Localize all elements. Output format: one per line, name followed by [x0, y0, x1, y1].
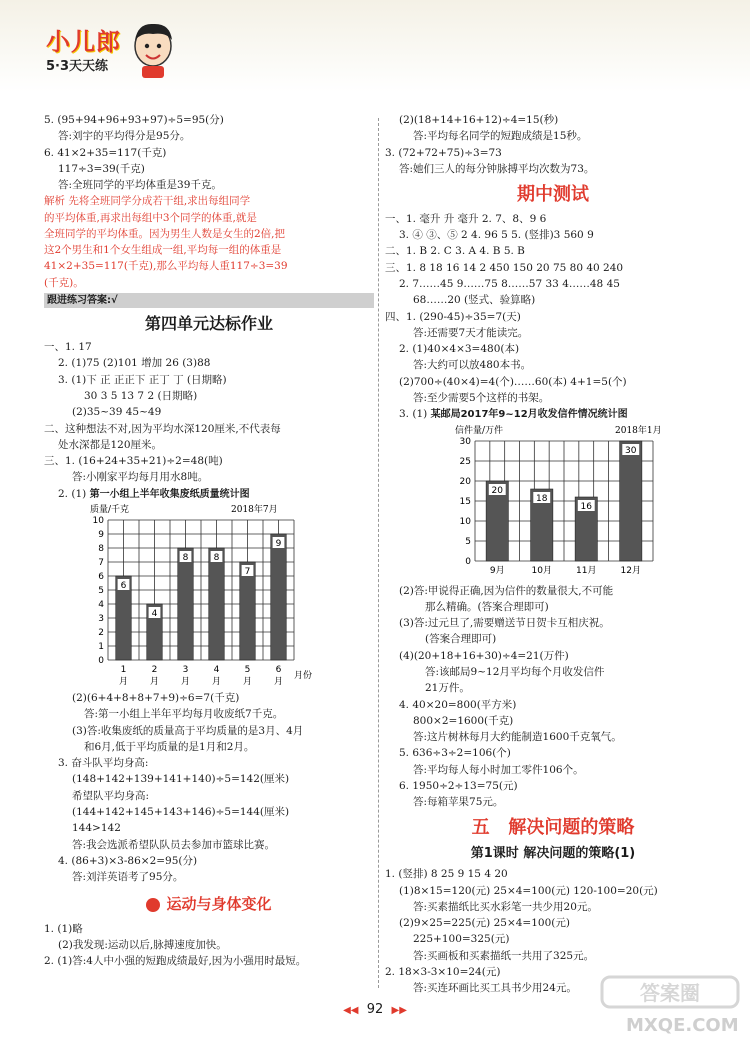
mascot-icon: [128, 18, 178, 80]
left-chart-ytick-label: 10: [92, 516, 104, 527]
left-chart-ytick-label: 3: [98, 614, 104, 625]
answer-line: (2)35~39 45~49: [72, 406, 162, 419]
analysis-line: 解析 先将全班同学分成若干组,求出每组同学: [44, 195, 251, 208]
right-chart-ylabel: 信件量/万件: [455, 425, 504, 436]
answer-line: (答案合理即可): [425, 633, 497, 646]
left-chart-xtick-unit: 月: [118, 677, 129, 688]
left-chart-xtick-unit: 月: [149, 677, 160, 688]
answer-line: 那么精确。(答案合理即可): [425, 600, 549, 613]
answer-line: 一、1. 毫升 升 毫升 2. 7、8、9 6: [385, 212, 547, 225]
right-bar-chart: [445, 423, 695, 583]
answer-line: (2)(18+14+16+12)÷4=15(秒): [399, 114, 559, 126]
answer-line: 21万件。: [425, 682, 470, 695]
answer-line: 3. ④ ③、⑤ 2 4. 96 5 5. (竖排)3 560 9: [399, 229, 594, 242]
logo-sub-text: 5·3天天练: [46, 59, 109, 75]
answer-line: (1)8×15=120(元) 25×4=100(元) 120-100=20(元): [399, 884, 658, 897]
left-chart-xtick-label: 5: [244, 665, 251, 676]
answer-line: 2. (1)75 (2)101 增加 26 (3)88: [58, 357, 211, 370]
answer-line: (148+142+139+141+140)÷5=142(厘米): [72, 773, 290, 786]
answer-line: 答:买连环画比买工具书少用24元。: [413, 982, 577, 995]
answer-label: 2. (1): [58, 487, 87, 500]
right-chart-xtick-label: 12月: [620, 565, 641, 576]
left-chart-xtick-label: 6: [275, 665, 282, 676]
answer-line: 希望队平均身高:: [72, 789, 150, 802]
page-number-text: 92: [366, 1002, 384, 1017]
left-chart-date: 2018年7月: [231, 505, 278, 516]
right-chart-title: 某邮局2017年9~12月收发信件情况统计图: [430, 409, 628, 421]
analysis-line: 全班同学的平均体重。因为男生人数是女生的2倍,把: [44, 227, 286, 240]
answer-line: (4)(20+18+16+30)÷4=21(万件): [399, 649, 569, 662]
left-chart-ytick-label: 5: [98, 586, 104, 597]
midterm-title: 期中测试: [517, 184, 589, 206]
left-arrows-icon: ◀◀: [343, 1005, 359, 1016]
bullet-dot-icon: [146, 898, 160, 912]
answer-line: (3)答:收集废纸的质量高于平均质量的是3月、4月: [72, 724, 304, 737]
left-chart-bar-value-label: 7: [244, 567, 251, 578]
left-chart-xtick-label: 1: [120, 665, 127, 676]
right-arrows-icon: ▶▶: [391, 1005, 407, 1016]
answer-line: 答:这片树林每月大约能制造1600千克氧气。: [413, 731, 622, 744]
answer-line: 答:还需要7天才能读完。: [413, 326, 529, 339]
answer-line: (144+142+145+143+146)÷5=144(厘米): [72, 805, 290, 818]
right-column: [385, 112, 721, 997]
left-chart-ytick-label: 2: [98, 628, 104, 639]
answer-line: (2)答:甲说得正确,因为信件的数量很大,不可能: [399, 584, 614, 597]
unit5-number: 五: [471, 817, 490, 839]
answer-line: 答:全班同学的平均体重是39千克。: [58, 179, 222, 192]
answer-line: 答:该邮局9~12月平均每个月收发信件: [425, 665, 605, 678]
right-chart-xtick-label: 10月: [531, 565, 552, 576]
answer-line: 6. 1950÷2÷13=75(元): [399, 779, 518, 792]
answer-line: 3. (1)下 正 正正下 正丁 丁 (日期略): [58, 373, 227, 386]
sport-title: 运动与身体变化: [166, 895, 272, 914]
answer-line: 答:至少需要5个这样的书架。: [413, 391, 550, 404]
answer-line: 二、1. B 2. C 3. A 4. B 5. B: [385, 245, 525, 258]
right-chart-ytick-label: 15: [459, 496, 471, 507]
answer-line: 5. 636÷3÷2=106(个): [399, 747, 511, 760]
left-chart-title: 第一小组上半年收集废纸质量统计图: [89, 488, 250, 500]
answer-line: (2)9×25=225(元) 25×4=100(元): [399, 917, 570, 930]
answer-line: 2. 18×3-3×10=24(元): [385, 965, 501, 978]
left-chart-xtick-unit: 月: [211, 677, 222, 688]
analysis-line: 的平均体重,再求出每组中3个同学的体重,就是: [44, 211, 257, 224]
right-chart-ytick-label: 10: [459, 516, 471, 527]
answer-line: 答:大约可以放480本书。: [413, 359, 532, 372]
left-chart-bar-value-label: 8: [182, 553, 189, 564]
left-chart-xtick-label: 2: [151, 665, 158, 676]
answer-line: 处水深都是120厘米。: [58, 438, 163, 451]
left-chart-ytick-label: 7: [98, 558, 104, 569]
left-chart-ytick-label: 4: [98, 600, 104, 611]
analysis-line: 这2个男生和1个女生组成一组,平均每一组的体重是: [44, 244, 282, 257]
answer-line: (2)700÷(40×4)=4(个)……60(本) 4+1=5(个): [399, 375, 627, 388]
right-chart-xtick-label: 11月: [576, 565, 597, 576]
answer-line: 2. (1)答:4人中小强的短跑成绩最好,因为小强用时最短。: [44, 955, 307, 968]
lesson-title: 第1课时 解决问题的策略(1): [470, 846, 636, 862]
answer-line: 6. 41×2+35=117(千克): [44, 146, 167, 159]
right-chart-ytick-label: 0: [465, 556, 471, 567]
sport-heading: [44, 893, 374, 916]
answer-line: 1. (1)略: [44, 922, 83, 935]
analysis-line: (千克)。: [44, 276, 84, 289]
left-chart-ylabel: 质量/千克: [90, 505, 130, 516]
answer-line: 和6月,低于平均质量的是1月和2月。: [84, 740, 255, 753]
header-band: [0, 0, 750, 92]
answer-line: 答:刘洋英语考了95分。: [72, 871, 184, 884]
right-chart-bar-value-label: 18: [536, 493, 548, 504]
answer-line: (3)答:过元旦了,需要赠送节日贺卡互相庆祝。: [399, 617, 610, 630]
unit5-title: 解决问题的策略: [508, 817, 635, 839]
answer-line: 答:平均每名同学的短跑成绩是15秒。: [413, 130, 588, 143]
analysis-block: [44, 193, 374, 291]
answer-line: 3. 奋斗队平均身高:: [58, 757, 149, 770]
answer-line: 4. 40×20=800(平方米): [399, 698, 517, 711]
left-chart-bar: [209, 548, 225, 660]
answer-line: 4. (86+3)×3-86×2=95(分): [58, 854, 198, 867]
unit5-heading: [385, 814, 721, 842]
left-chart-ytick-label: 6: [98, 572, 104, 583]
answer-line: 答:第一小组上半年平均每月收废纸7千克。: [84, 708, 284, 721]
chart-caption-row: [44, 486, 374, 503]
answer-line: 3. (72+72+75)÷3=73: [385, 146, 502, 159]
answer-line: 225+100=325(元): [413, 933, 510, 946]
left-chart-bar-value-label: 6: [120, 581, 127, 592]
right-chart-bar-value-label: 20: [491, 485, 503, 496]
right-chart-bar: [620, 441, 642, 561]
answer-line: 答:我会选派希望队队员去参加市篮球比赛。: [72, 838, 276, 851]
answer-line: 答:买素描纸比买水彩笔一共少用20元。: [413, 900, 598, 913]
answer-line: 一、1. 17: [44, 341, 92, 354]
left-chart-bar-value-label: 4: [151, 609, 158, 620]
chart-caption-row: [385, 406, 721, 423]
left-chart-xtick-unit: 月: [180, 677, 191, 688]
right-chart-bar-value-label: 30: [625, 445, 637, 456]
left-bar-chart: [86, 502, 316, 690]
answer-line: 1. (竖排) 8 25 9 15 4 20: [385, 868, 508, 881]
logo: [46, 24, 121, 77]
watermark-text: MXQE.COM: [626, 1015, 739, 1036]
right-chart-date: 2018年1月: [615, 425, 662, 436]
svg-text:答案圈: 答案圈: [640, 981, 700, 1005]
answer-label: 3. (1): [399, 408, 428, 421]
answer-line: 答:每箱苹果75元。: [413, 796, 504, 809]
answer-line: 2. (1)40×4×3=480(本): [399, 343, 520, 356]
left-chart-ytick-label: 0: [98, 656, 104, 667]
right-chart-bar-value-label: 16: [580, 501, 592, 512]
right-chart-ytick-label: 5: [465, 536, 471, 547]
answer-line: 三、1. (16+24+35+21)÷2=48(吨): [44, 455, 223, 468]
answer-line: 117÷3=39(千克): [58, 162, 145, 175]
logo-main-text: 小儿郎: [46, 28, 121, 56]
left-chart-xtick-unit: 月: [242, 677, 253, 688]
answer-line: 800×2=1600(千克): [413, 714, 514, 727]
answer-line: 三、1. 8 18 16 14 2 450 150 20 75 80 40 240: [385, 261, 624, 274]
analysis-line: 41×2+35=117(千克),那么平均每人重117÷3=39: [44, 260, 288, 273]
left-column: [44, 112, 374, 969]
left-chart-xunit: 月份: [294, 671, 313, 682]
answer-line: 5. (95+94+96+93+97)÷5=95(分): [44, 114, 224, 126]
answer-line: 68……20 (竖式、验算略): [413, 294, 536, 307]
answer-line: 30 3 5 13 7 2 (日期略): [84, 390, 198, 403]
answer-line: 答:平均每人每小时加工零件106个。: [413, 763, 584, 776]
left-chart-xtick-label: 4: [213, 665, 220, 676]
answer-line: (2)我发现:运动以后,脉搏速度加快。: [58, 938, 227, 951]
answer-line: 2. 7……45 9……75 8……57 33 4……48 45: [399, 278, 620, 291]
answer-line: 答:她们三人的每分钟脉搏平均次数为73。: [399, 162, 595, 175]
answer-line: 答:小刚家平均每月用水8吨。: [72, 471, 209, 484]
unit4-title: 第四单元达标作业: [144, 314, 273, 334]
right-chart-ytick-label: 25: [459, 456, 471, 467]
left-chart-xtick-label: 3: [182, 665, 189, 676]
left-chart-bar-value-label: 9: [275, 539, 282, 550]
left-chart-xtick-unit: 月: [273, 677, 284, 688]
left-chart-bar: [271, 534, 287, 660]
left-chart-ytick-label: 1: [98, 642, 104, 653]
answer-line: 二、这种想法不对,因为平均水深120厘米,不代表每: [44, 422, 281, 435]
right-chart-xtick-label: 9月: [489, 565, 505, 576]
column-divider: [378, 118, 379, 988]
answer-line: (2)(6+4+8+8+7+9)÷6=7(千克): [72, 692, 240, 705]
right-chart-ytick-label: 20: [459, 476, 471, 487]
answer-line: 144>142: [72, 822, 121, 835]
left-chart-ytick-label: 9: [98, 530, 104, 541]
follow-practice-bar: 跟进练习答案:√: [44, 293, 374, 309]
answer-line: 四、1. (290-45)÷35=7(天): [385, 310, 521, 323]
left-chart-bar: [178, 548, 194, 660]
left-chart-bar-value-label: 8: [213, 553, 220, 564]
right-chart-ytick-label: 30: [459, 436, 471, 447]
answer-line: 答:买画板和买素描纸一共用了325元。: [413, 949, 595, 962]
answer-line: 答:刘宇的平均得分是95分。: [58, 130, 191, 143]
left-chart-ytick-label: 8: [98, 544, 104, 555]
